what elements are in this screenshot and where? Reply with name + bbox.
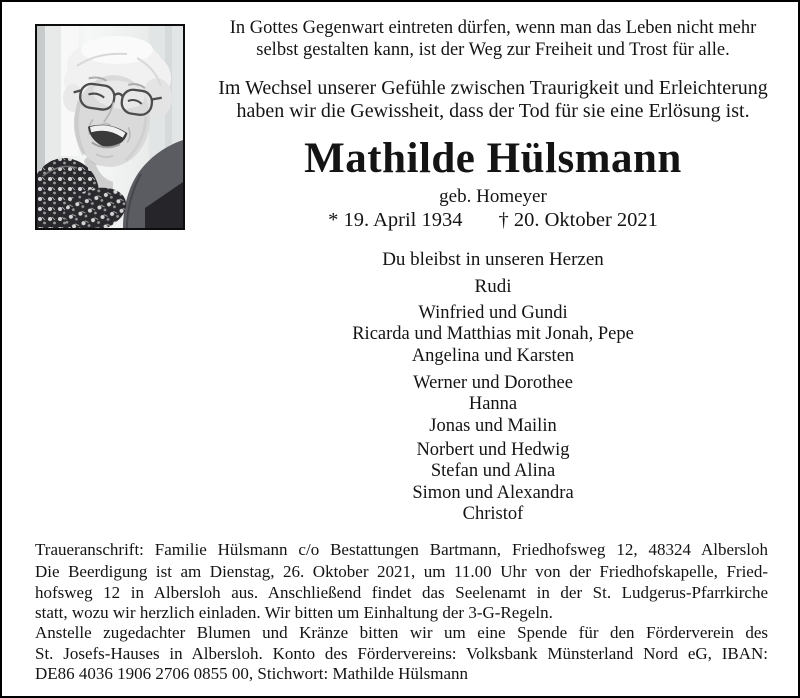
- donation-line: DE86 4036 1906 2706 0855 00, Stichwort: Mathilde Hülsmann: [35, 664, 469, 683]
- funeral-line: statt, wozu wir herzlich einladen. Wir bitten um Einhaltung der 3-G-Regeln.: [35, 603, 553, 622]
- mourning-address: [35, 540, 768, 561]
- donation-line: St. Josefs-Hauses in Albersloh. Konto des Fördervereins: Volksbank Münsterland Nord eG, IBAN:: [35, 643, 768, 663]
- death-date: † 20. Oktober 2021: [498, 209, 658, 231]
- mourner-group-3: [188, 440, 798, 525]
- quote-line: Im Wechsel unserer Gefühle zwischen Traurigkeit und Erleichterung: [218, 77, 768, 99]
- portrait-photo-image: [37, 26, 183, 228]
- mourner-line: Simon und Alexandra: [412, 482, 574, 503]
- donation-info: [35, 623, 768, 685]
- mourner-line: Norbert und Hedwig: [416, 440, 570, 460]
- birth-date: * 19. April 1934: [328, 209, 463, 231]
- mourner-line: Hanna: [468, 394, 518, 415]
- quote-line: In Gottes Gegenwart eintreten dürfen, wenn man das Leben nicht mehr: [229, 18, 757, 38]
- funeral-line: Die Beerdigung ist am Dienstag, 26. Oktober 2021, um 11.00 Uhr von der Friedhofskapelle, Fried-: [35, 562, 768, 581]
- maiden-name: geb. Homeyer: [439, 186, 547, 207]
- mourner-line: Stefan und Alina: [430, 461, 556, 482]
- mourner-line: Christof: [462, 503, 524, 524]
- mourner-line: Winfried und Gundi: [418, 303, 568, 323]
- life-dates: [188, 208, 798, 232]
- mourner-group-2: [188, 373, 798, 437]
- portrait-photo: [35, 24, 185, 230]
- donation-line: Anstelle zugedachter Blumen und Kränze bitten wir um eine Spende für den Förderverein des: [35, 623, 768, 642]
- mourner-line: Jonas und Mailin: [429, 415, 557, 436]
- deceased-name: Mathilde Hülsmann: [304, 135, 682, 182]
- opening-quote-1: [188, 17, 798, 61]
- mourner-widower: Rudi: [474, 276, 512, 297]
- opening-quote-2: [188, 77, 798, 123]
- funeral-line: hofsweg 12 in Albersloh aus. Anschließend findet das Seelenamt in der St. Ludgerus-Pfarrkirche: [35, 582, 768, 602]
- mourner-line: Ricarda und Matthias mit Jonah, Pepe: [352, 324, 634, 345]
- quote-line: haben wir die Gewissheit, dass der Tod für sie eine Erlösung ist.: [236, 100, 750, 122]
- mourner-line: Werner und Dorothee: [413, 373, 573, 393]
- mourner-line: Angelina und Karsten: [411, 345, 575, 366]
- quote-line: selbst gestalten kann, ist der Weg zur Freiheit und Trost für alle.: [256, 40, 730, 60]
- mourner-group-1: [188, 303, 798, 367]
- address-line: Traueranschrift: Familie Hülsmann c/o Bestattungen Bartmann, Friedhofsweg 12, 48324 Albersloh: [35, 540, 768, 559]
- remembrance-line: Du bleibst in unseren Herzen: [382, 249, 604, 270]
- funeral-info: [35, 562, 768, 624]
